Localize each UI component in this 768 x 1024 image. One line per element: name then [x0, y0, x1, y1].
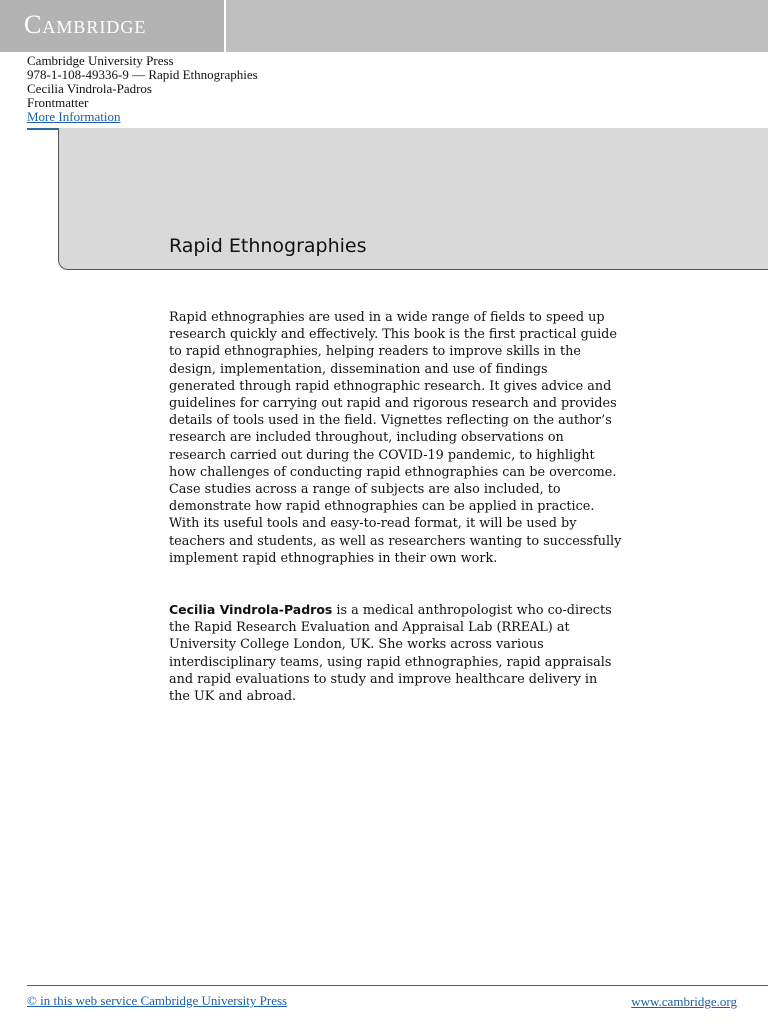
- logo-text: Cambridge: [24, 10, 147, 39]
- book-metadata: [27, 54, 258, 124]
- bio-line-rest: is a medical anthropologist who co-directs: [332, 603, 612, 618]
- bio-line: and rapid evaluations to study and improve healthcare delivery in: [169, 671, 598, 687]
- publisher-name: Cambridge University Press: [27, 53, 174, 68]
- book-description: [169, 309, 639, 567]
- author-bio: [169, 601, 639, 705]
- isbn-title: 978-1-108-49336-9 — Rapid Ethnographies: [27, 67, 258, 82]
- cambridge-logo: [0, 0, 226, 52]
- description-line: generated through rapid ethnographic research. It gives advice and: [169, 378, 612, 394]
- more-information-link[interactable]: More Information: [27, 109, 121, 124]
- cambridge-website-link[interactable]: www.cambridge.org: [631, 994, 737, 1009]
- section-name: Frontmatter: [27, 95, 89, 110]
- bio-author-name: Cecilia Vindrola-Padros: [169, 602, 333, 617]
- author-name: Cecilia Vindrola-Padros: [27, 81, 152, 96]
- header-bar: [0, 0, 768, 52]
- description-line: implement rapid ethnographies in their own work.: [169, 550, 498, 566]
- bio-first-line: [169, 601, 639, 619]
- copyright-link[interactable]: © in this web service Cambridge University Press: [27, 993, 288, 1008]
- description-line: how challenges of conducting rapid ethnographies can be overcome.: [169, 464, 617, 480]
- description-line: research are included throughout, including observations on: [169, 430, 564, 446]
- description-line: teachers and students, as well as researchers wanting to successfully: [169, 533, 622, 549]
- description-line: design, implementation, dissemination and use of findings: [169, 361, 548, 377]
- description-line: demonstrate how rapid ethnographies can be applied in practice.: [169, 499, 595, 515]
- description-line: research quickly and effectively. This book is the first practical guide: [169, 327, 617, 343]
- description-line: Case studies across a range of subjects are also included, to: [169, 482, 561, 498]
- description-line: Rapid ethnographies are used in a wide range of fields to speed up: [169, 310, 605, 325]
- bio-line: the UK and abroad.: [169, 689, 297, 705]
- bio-line: University College London, UK. She works across various: [169, 637, 544, 653]
- book-title: Rapid Ethnographies: [169, 235, 367, 257]
- bio-line: interdisciplinary teams, using rapid ethnographies, rapid appraisals: [169, 654, 612, 670]
- title-panel: [58, 128, 768, 270]
- description-line: details of tools used in the field. Vignettes reflecting on the author’s: [169, 413, 612, 429]
- description-line: to rapid ethnographies, helping readers to improve skills in the: [169, 344, 581, 360]
- description-line: With its useful tools and easy-to-read format, it will be used by: [169, 516, 577, 532]
- description-line: research carried out during the COVID-19 pandemic, to highlight: [169, 447, 595, 463]
- footer-divider: [27, 985, 768, 986]
- bio-line: the Rapid Research Evaluation and Appraisal Lab (RREAL) at: [169, 620, 570, 636]
- description-line: guidelines for carrying out rapid and rigorous research and provides: [169, 396, 617, 412]
